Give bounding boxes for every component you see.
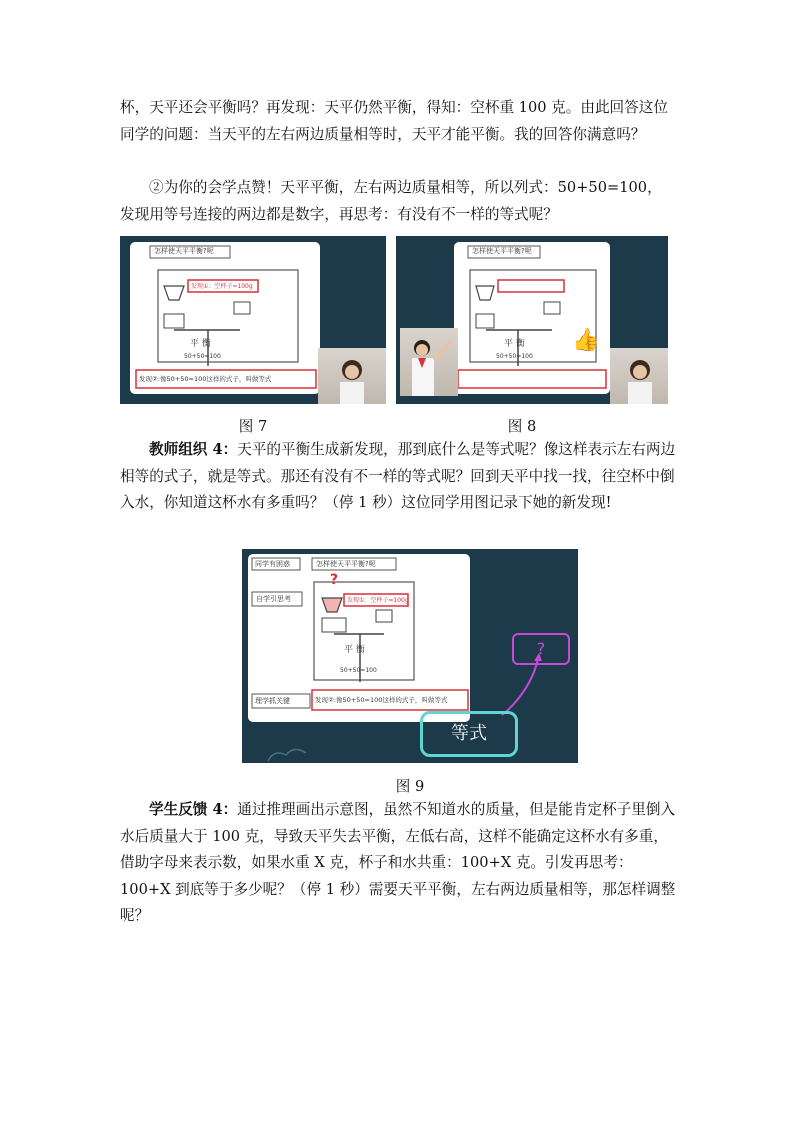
thumbs-up-icon: 👍: [572, 328, 600, 353]
paragraph-3-body: 天平的平衡生成新发现，那到底什么是等式呢？像这样表示左右两边相等的式子，就是等式。那还有没有不一样的等式呢？回到天平中找一找，往空杯中倒入水，你知道这杯水有多重吗？（停 1 秒）这位同学用图记录下她的新发现!: [120, 441, 676, 511]
sketch-side1: 同学有困惑: [255, 560, 290, 568]
sketch-side3: 理学抓关键: [255, 697, 290, 705]
student-photo: [318, 348, 386, 404]
figure-8: [396, 236, 668, 404]
cloud-doodle: [262, 739, 322, 763]
sketch-title: 怎样使天平平衡?呢: [316, 560, 376, 568]
sketch-conclusion: 发现②:像50+50=100这样的式子，叫做等式: [315, 696, 448, 704]
sketch-balance: 平 衡: [190, 339, 211, 349]
boy-photo: [400, 328, 458, 396]
sketch-sheet: [130, 242, 320, 394]
student-photo: [610, 348, 668, 404]
sketch-equation: 50+50=100: [184, 353, 221, 360]
figure-9: [242, 549, 578, 763]
sketch-side2: 自学引思考: [256, 595, 291, 603]
sketch-title: 怎样使天平平衡?呢: [472, 247, 532, 255]
sketch-equation: 50+50=100: [496, 353, 533, 360]
figure-8-caption: 图 8: [507, 418, 537, 435]
paragraph-4-lead: 学生反馈 4：: [149, 801, 238, 818]
sketch-balance: 平 衡: [504, 339, 525, 349]
figure-9-caption: 图 9: [395, 778, 425, 795]
equation-bubble: 等式: [420, 711, 518, 757]
sketch-equation: 50+50=100: [340, 667, 377, 674]
paragraph-1: 杯，天平还会平衡吗？再发现：天平仍然平衡，得知：空杯重 100 克。由此回答这位同学的问题：当天平的左右两边质量相等时，天平才能平衡。我的回答你满意吗？: [120, 99, 668, 143]
sketch-conclusion: 发现②:像50+50=100这样的式子，叫做等式: [139, 375, 272, 383]
balance-sketch: [130, 242, 320, 394]
sketch-title: 怎样使天平平衡?呢: [154, 247, 214, 255]
paragraph-4: [120, 797, 676, 930]
sketch-found: 发现①：空杯子=100g: [191, 283, 253, 290]
question-bubble: ?: [512, 633, 570, 665]
sketch-balance: 平 衡: [344, 645, 365, 655]
paragraph-4-body: 通过推理画出示意图，虽然不知道水的质量，但是能肯定杯子里倒入水后质量大于 100 克，导致天平失去平衡，左低右高，这样不能确定这杯水有多重，借助字母来表示数，如果水重 X 克，杯子和水共重：100+X 克。引发再思考：100+X 到底等于多少呢？（停 1 秒）需要天平平衡，左右两边质量相等，那怎样调整呢？: [120, 801, 676, 924]
sketch-found: 发现①：空杯子=100g: [347, 597, 409, 604]
paragraph-2: ②为你的会学点赞！天平平衡，左右两边质量相等，所以列式：50+50=100，发现用等号连接的两边都是数字，再思考：有没有不一样的等式呢？: [120, 179, 662, 223]
sketch-sheet: [454, 242, 610, 394]
figure-7: [120, 236, 386, 404]
sketch-question-mark: ?: [330, 572, 339, 588]
paragraph-3: [120, 437, 676, 517]
figure-7-caption: 图 7: [238, 418, 268, 435]
balance-sketch: [454, 242, 610, 394]
paragraph-3-lead: 教师组织 4：: [149, 441, 238, 458]
